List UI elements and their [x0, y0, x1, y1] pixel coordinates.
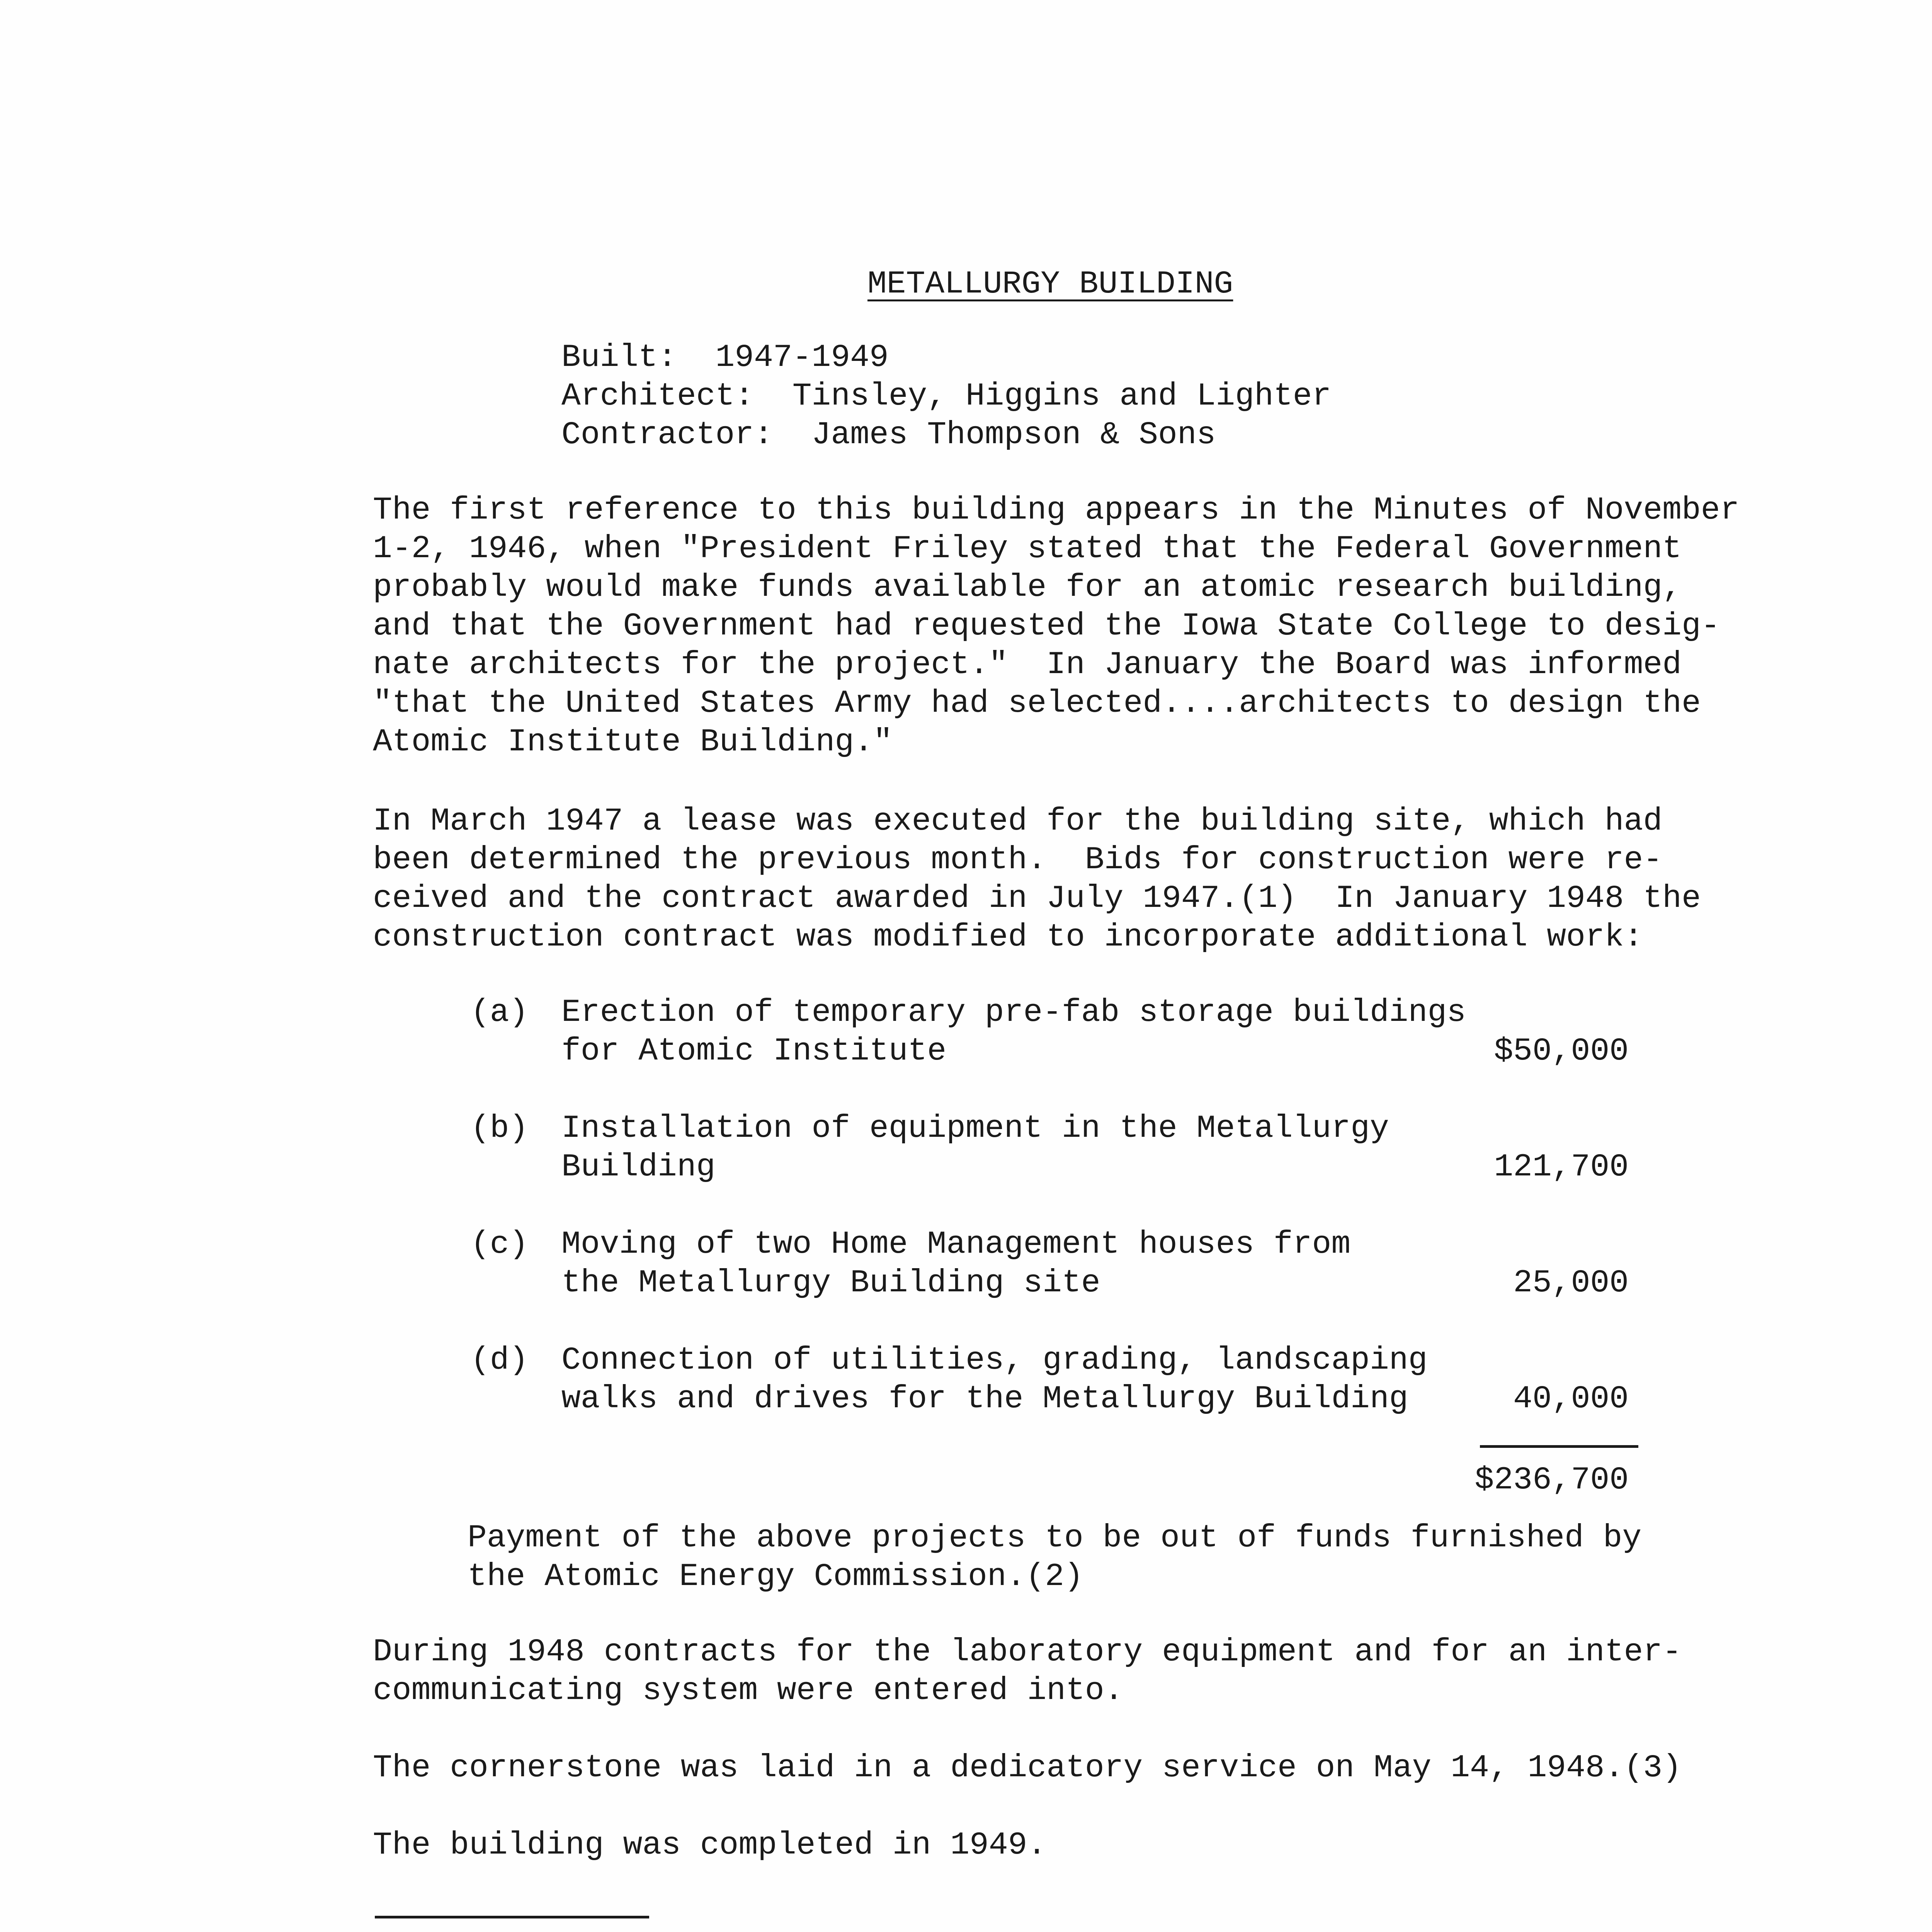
paragraph-2-line: ceived and the contract awarded in July 1947.(1) In January 1948 the	[373, 880, 1701, 917]
item-d-amount: 40,000	[1513, 1381, 1629, 1417]
payment-line: the Atomic Energy Commission.(2)	[468, 1558, 1083, 1595]
item-b-amount: 121,700	[1494, 1149, 1629, 1185]
item-a-text: Erection of temporary pre-fab storage buildings	[561, 994, 1466, 1031]
item-d-letter: (d)	[471, 1342, 529, 1378]
item-b-text: Building	[561, 1149, 716, 1185]
contractor-line: Contractor: James Thompson & Sons	[561, 417, 1216, 453]
paragraph-2-line: construction contract was modified to incorporate additional work:	[373, 919, 1643, 955]
paragraph-2-line: In March 1947 a lease was executed for the building site, which had	[373, 803, 1663, 839]
paragraph-3-line: During 1948 contracts for the laboratory equipment and for an inter-	[373, 1634, 1682, 1670]
item-c-text: Moving of two Home Management houses from	[561, 1226, 1351, 1262]
paragraph-3-line: communicating system were entered into.	[373, 1672, 1124, 1709]
item-b-text: Installation of equipment in the Metallurgy	[561, 1110, 1389, 1146]
item-c-letter: (c)	[471, 1226, 529, 1262]
architect-line: Architect: Tinsley, Higgins and Lighter	[561, 378, 1332, 414]
footnote-rule	[375, 1916, 649, 1918]
item-a-text: for Atomic Institute	[561, 1033, 947, 1069]
item-a-letter: (a)	[471, 994, 529, 1031]
paragraph-1-line: nate architects for the project." In January the Board was informed	[373, 646, 1682, 683]
item-d-text: walks and drives for the Metallurgy Building	[561, 1381, 1408, 1417]
paragraph-1-line: Atomic Institute Building."	[373, 724, 893, 760]
payment-line: Payment of the above projects to be out of funds furnished by	[468, 1520, 1642, 1556]
item-c-amount: 25,000	[1513, 1265, 1629, 1301]
paragraph-1-line: and that the Government had requested the Iowa State College to desig-	[373, 608, 1720, 644]
paragraph-4-line: The cornerstone was laid in a dedicatory service on May 14, 1948.(3)	[373, 1750, 1682, 1786]
item-b-letter: (b)	[471, 1110, 529, 1146]
total-amount: $236,700	[1475, 1462, 1629, 1498]
paragraph-2-line: been determined the previous month. Bids for construction were re-	[373, 842, 1663, 878]
paragraph-1-line: The first reference to this building appears in the Minutes of November	[373, 492, 1740, 528]
paragraph-1-line: "that the United States Army had selected....architects to design the	[373, 685, 1701, 721]
item-c-text: the Metallurgy Building site	[561, 1265, 1100, 1301]
page-title: METALLURGY BUILDING	[867, 266, 1233, 302]
item-d-text: Connection of utilities, grading, landscaping	[561, 1342, 1428, 1378]
total-rule	[1480, 1445, 1638, 1448]
paragraph-1-line: 1-2, 1946, when "President Friley stated that the Federal Government	[373, 531, 1682, 567]
item-a-amount: $50,000	[1494, 1033, 1629, 1069]
paragraph-5-line: The building was completed in 1949.	[373, 1827, 1047, 1863]
paragraph-1-line: probably would make funds available for an atomic research building,	[373, 569, 1682, 605]
built-line: Built: 1947-1949	[561, 339, 889, 376]
